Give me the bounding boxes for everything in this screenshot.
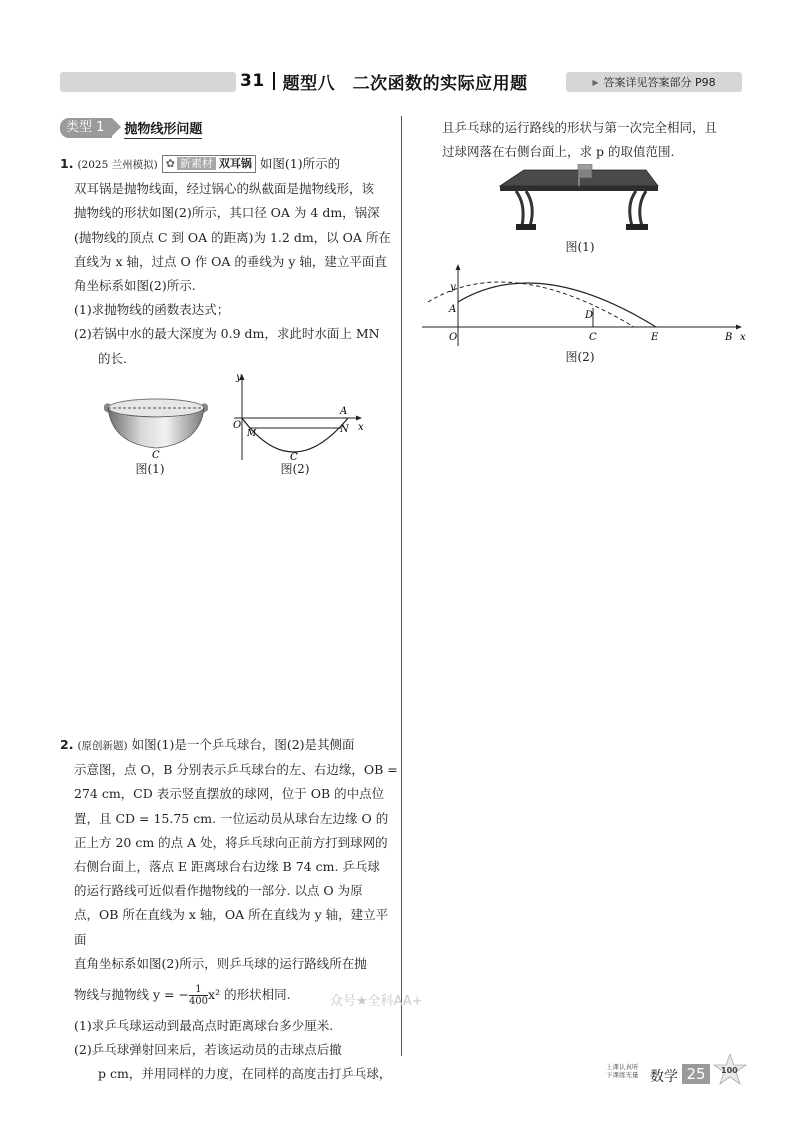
q1-fig2-curve — [242, 418, 348, 452]
q1-fig1-wok — [100, 388, 212, 460]
q1-line-5: 角坐标系如图(2)所示. — [74, 278, 196, 294]
header-left-bar — [60, 72, 236, 92]
q1-fig2-label-o: O — [233, 420, 242, 431]
q2-fig1-table — [496, 164, 662, 238]
q2-fig2-path-solid — [458, 283, 656, 327]
table-net — [578, 164, 592, 178]
section-tag — [60, 118, 202, 138]
q2-fig2-label-c: C — [589, 332, 597, 343]
q2-fig2-y-arrow — [456, 264, 461, 270]
q1-fig2-x-arrow — [356, 416, 362, 421]
q2-fraction — [189, 984, 208, 1007]
q1-fig1-caption: 图(1) — [135, 462, 165, 476]
q2-cont-line-1: 且乒乓球的运行路线的形状与第一次完全相同，且 — [442, 120, 718, 135]
q2-frac-den: 400 — [188, 995, 209, 1007]
q2-fig2-label-d: D — [585, 310, 594, 321]
q1-fig2-parabola — [230, 370, 370, 462]
q1-new-material-badge — [162, 155, 256, 173]
q2-sub2a: (2)乒乓球弹射回来后，若该运动员的击球点后撤 — [74, 1042, 342, 1058]
play-triangle-icon: ▶ — [592, 77, 599, 87]
q1-line-2: 抛物线的形状如图(2)所示，其口径 OA 为 4 dm，锅深 — [74, 205, 380, 221]
wok-label-c: C — [152, 450, 160, 460]
q1-sub2a: (2)若锅中水的最大深度为 0.9 dm，求此时水面上 MN — [74, 326, 380, 342]
q2-line-3: 置，且 CD = 15.75 cm. 一位运动员从球台左边缘 O 的 — [74, 810, 389, 826]
column-divider — [401, 116, 402, 1056]
q1-badge-keyword: 双耳锅 — [218, 157, 252, 170]
table-right-leg — [630, 191, 646, 226]
q1-fig2-label-n: N — [340, 424, 349, 435]
q2-sub1: (1)求乒乓球运动到最高点时距离球台多少厘米. — [74, 1018, 334, 1034]
q1-fig2-label-c: C — [290, 452, 298, 462]
answer-reference-text: 答案详见答案部分 P98 — [603, 76, 716, 89]
q2-cont-line-2: 过球网落在右侧台面上，求 p 的取值范围. — [442, 144, 675, 160]
footer-slogan — [606, 1063, 639, 1079]
q2-line-0: 如图(1)是一个乒乓球台，图(2)是其侧面 — [131, 737, 355, 752]
title-text: 题型八 二次函数的实际应用题 — [282, 73, 528, 94]
q2-formula-pre: 物线与抛物线 y = − — [74, 986, 189, 1002]
q2-fig2-path-dashed — [428, 282, 634, 327]
table-edge — [500, 186, 658, 191]
question-2-continued — [442, 116, 742, 164]
q2-line-7: 点，OB 所在直线为 x 轴，OA 所在直线为 y 轴，建立平面 — [74, 907, 389, 947]
answer-reference — [566, 72, 742, 92]
q1-fig2-caption: 图(2) — [280, 462, 310, 476]
title-number: 31 — [240, 71, 265, 91]
q1-line-0: 如图(1)所示的 — [259, 156, 341, 171]
q1-line-3: (抛物线的顶点 C 到 OA 的距离)为 1.2 dm，以 OA 所在 — [74, 229, 391, 245]
q2-line-6: 的运行路线可近似看作抛物线的一部分. 以点 O 为原 — [74, 883, 363, 899]
logo-text: 100 — [721, 1066, 738, 1075]
q1-sub2b: 的长. — [98, 350, 127, 366]
q2-fig2-label-x: x — [740, 332, 746, 343]
q2-line-5: 右侧台面上，落点 E 距离球台右边缘 B 74 cm. 乒乓球 — [74, 859, 380, 875]
star-icon: ✿ — [165, 157, 175, 170]
footer-subject: 数学 — [650, 1069, 678, 1085]
q1-line-1: 双耳锅是抛物线面，经过锅心的纵截面是抛物线形，该 — [74, 181, 375, 197]
page-title — [240, 66, 560, 96]
table-right-foot — [626, 224, 648, 230]
q1-fig2-label-x: x — [358, 422, 364, 433]
title-separator — [273, 72, 275, 90]
section-label: 抛物线形问题 — [124, 118, 202, 139]
q2-fig2-label-a: A — [449, 304, 457, 315]
question-1 — [60, 152, 400, 371]
q1-fig2-label-a: A — [340, 406, 348, 417]
q2-frac-num: 1 — [189, 984, 208, 996]
q1-source: (2025 兰州模拟) — [77, 159, 158, 171]
q2-fig2-label-b: B — [725, 332, 733, 343]
watermark: 众号★全科AA+ — [330, 994, 423, 1009]
q2-sub2b: p cm，并用同样的力度，在同样的高度击打乒乓球， — [98, 1066, 392, 1082]
q2-fig2-trajectory — [418, 260, 748, 350]
q2-line-8: 直角坐标系如图(2)所示，则乒乓球的运行路线所在抛 — [74, 955, 367, 971]
section-tag-pill: 类型 1 — [60, 118, 112, 138]
q2-fig2-label-o: O — [449, 332, 458, 343]
table-left-foot — [516, 224, 536, 230]
q1-line-4: 直线为 x 轴，过点 O 作 OA 的垂线为 y 轴，建立平面直 — [74, 253, 387, 269]
footer-slogan-2: 下课练无量 — [606, 1071, 639, 1079]
q1-badge-new: 新素材 — [177, 157, 216, 170]
q2-line-2: 274 cm，CD 表示竖直摆放的球网，位于 OB 的中点位 — [74, 786, 385, 802]
table-left-leg — [516, 191, 532, 226]
q2-fig2-caption: 图(2) — [565, 350, 595, 364]
q1-fig2-label-y: y — [236, 372, 242, 383]
q1-number: 1. — [60, 156, 74, 171]
q1-fig2-label-m: M — [247, 429, 257, 439]
q2-line-4: 正上方 20 cm 的点 A 处，将乒乓球向正前方打到球网的 — [74, 834, 388, 850]
q1-sub1: (1)求抛物线的函数表达式； — [74, 302, 230, 318]
footer-slogan-1: 上课认真听 — [606, 1063, 639, 1071]
q2-formula-post: x² 的形状相同. — [208, 986, 291, 1002]
q2-fig2-label-y: y — [450, 282, 456, 293]
q2-number: 2. — [60, 737, 74, 752]
q2-fig2-x-arrow — [736, 325, 742, 330]
q2-fig2-label-e: E — [651, 332, 659, 343]
q2-source: (原创新题) — [77, 740, 128, 752]
question-2 — [60, 733, 400, 1087]
page-number: 25 — [682, 1064, 710, 1084]
q2-fig1-caption: 图(1) — [565, 240, 595, 254]
brand-logo-icon — [712, 1052, 748, 1092]
q2-line-1: 示意图，点 O，B 分别表示乒乓球台的左、右边缘，OB = — [74, 762, 398, 778]
